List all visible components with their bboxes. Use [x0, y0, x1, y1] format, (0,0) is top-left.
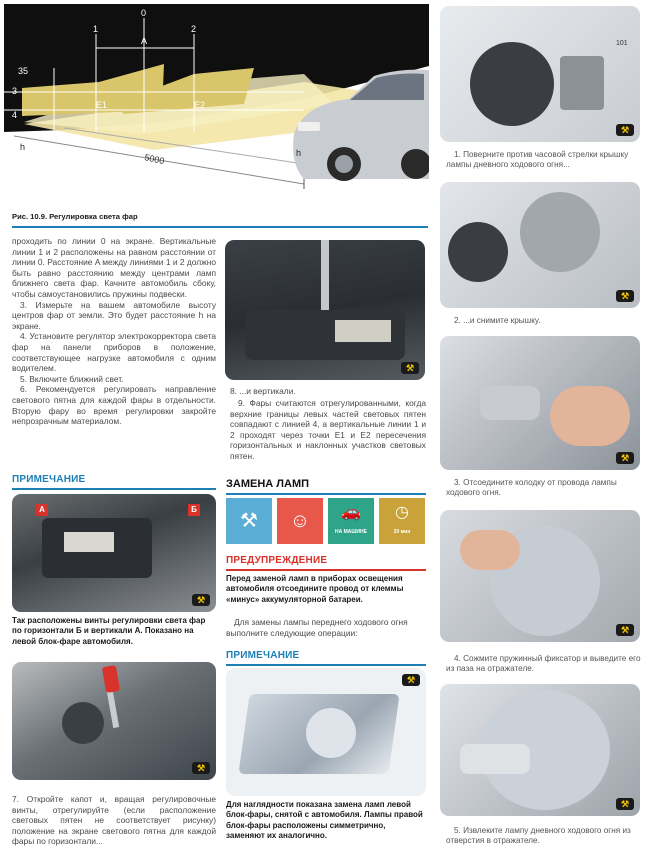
col2-note-caption: Для наглядности показана замена ламп левой блок-фары, снятой с автомобиля. Лампы правой блок-фары расположены симметрично, заменяют их аналогично.: [226, 800, 423, 841]
photo-cap: [470, 42, 554, 126]
warning-header: ПРЕДУПРЕЖДЕНИЕ: [226, 555, 328, 566]
photo-step5: [440, 684, 640, 816]
photo-step3: [440, 336, 640, 470]
photo-bulb: [480, 386, 540, 420]
photo-sticker: [64, 532, 114, 552]
col1-paragraph: 4. Установите регулятор электрокорректора света фар на панели приборов в положение, соответствующее нагрузке автомобиля с одним водителем.: [12, 331, 216, 374]
col3-step2: 2. ...и снимите крышку.: [454, 316, 541, 325]
col1-note-rule: [12, 488, 216, 490]
screw-a-marker: А: [36, 504, 48, 516]
wrench-icon: ⚒: [401, 362, 419, 374]
col1-paragraph: 3. Измерьте на вашем автомобиле высоту центров фар от земли. Это будет расстояние h на экране.: [12, 299, 216, 331]
photo-vertical-screw: [225, 240, 425, 380]
col2-intro: Для замены лампы переднего ходового огня выполните следующие операции:: [226, 617, 408, 638]
photo-reflector: [306, 708, 356, 758]
warning-rule: [226, 569, 426, 571]
wrench-icon: ⚒: [616, 798, 634, 810]
photo-text: 101: [616, 40, 628, 47]
label-e1: E1: [96, 100, 108, 110]
wrench-icon: ⚒: [616, 452, 634, 464]
diagram-svg: [4, 4, 429, 200]
photo-handle: [102, 665, 120, 693]
col1-step7: 7. Откройте капот и, вращая регулировочные винты, отрегулируйте (если расположение световых пятен не соответствует рисунку) положение на экране светового пятна для каждой фары по горизонтали...: [12, 794, 216, 847]
col3-step1: 1. Поверните против часовой стрелки крышку лампы дневного ходового огня...: [446, 150, 629, 169]
section-rule: [226, 493, 426, 495]
car-icon: [328, 498, 374, 544]
col2-step9: 9. Фары считаются отрегулированными, когда верхние границы левых частей световых пятен совпадают с линией 4, а вертикальные линии 1 и 2 проходят через точки E1 и E2 пересечения горизонтальных и наклонных участков световых пятен.: [230, 398, 426, 461]
wrench-icon: ⚒: [192, 762, 210, 774]
photo-screwdriver: [321, 240, 329, 320]
col1-text: [12, 236, 216, 427]
wrench-icon: ⚒: [616, 290, 634, 302]
wrench-icon: ⚒: [192, 594, 210, 606]
label-zero: 0: [141, 8, 147, 18]
label-e2: E2: [194, 100, 206, 110]
label-two: 2: [191, 24, 197, 34]
figure-rule: [12, 226, 428, 228]
photo-fingers: [460, 530, 520, 570]
label-four: 4: [12, 110, 18, 120]
wrench-icon: ⚒: [616, 124, 634, 136]
col1-photo-caption: Так расположены винты регулировки света фар по горизонтали Б и вертикали А. Показано на левой блок-фаре автомобиля.: [12, 616, 206, 646]
col2-note-header: ПРИМЕЧАНИЕ: [226, 650, 300, 661]
photo-headlight-unit: [226, 668, 426, 796]
label-one: 1: [93, 24, 99, 34]
photo-cap: [448, 222, 508, 282]
col1-paragraph: проходить по линии 0 на экране. Вертикальные линии 1 и 2 расположены на равном расстоянии от линии 0. Расстояние A между линиями 1 и 2 должно быть равно расстоянию между центрами ламп ближнего света фар. Качните автомобиль сбоку, чтобы самоустановились пружины подвески.: [12, 236, 216, 299]
photo-connector: [560, 56, 604, 110]
label-three: 3: [12, 86, 18, 96]
photo-step4: [440, 510, 640, 642]
screw-b-marker: Б: [188, 504, 200, 516]
car-glyph: 🚗: [341, 504, 361, 521]
tools-icon: ⚒: [226, 498, 272, 544]
label-h-right: h: [296, 148, 302, 158]
clock-icon-label: 20 мин: [393, 529, 411, 535]
photo-step2: [440, 182, 640, 308]
label-h-left: h: [20, 142, 26, 152]
wrench-icon: ⚒: [402, 674, 420, 686]
col3-step5: 5. Извлеките лампу дневного ходового огня из отверстия в отражателе.: [446, 826, 631, 845]
col1-paragraph: 6. Рекомендуется регулировать направление светового пятна для каждой фары в отдельности. Вторую фару во время регулировки закройте непрозрачным материалом.: [12, 384, 216, 427]
clock-glyph: ◷: [395, 504, 409, 521]
photo-bulb: [460, 744, 530, 774]
label-35: 35: [18, 66, 29, 76]
col1-note-header: ПРИМЕЧАНИЕ: [12, 474, 86, 485]
photo-headlight-screws: [12, 494, 216, 612]
label-distance: 5000: [143, 152, 166, 167]
car-icon-label: НА МАШИНЕ: [335, 529, 367, 535]
headlight-diagram: [4, 4, 429, 200]
section-title: ЗАМЕНА ЛАМП: [226, 478, 310, 490]
col2-step8: 8. ...и вертикали.: [230, 386, 296, 396]
figure-caption: Рис. 10.9. Регулировка света фар: [12, 212, 138, 221]
photo-socket: [520, 192, 600, 272]
person-icon: ☺: [277, 498, 323, 544]
label-a: A: [141, 36, 148, 46]
photo-cap: [62, 702, 104, 744]
photo-fingers: [550, 386, 630, 446]
info-icons: [226, 498, 426, 544]
wrench-icon: ⚒: [616, 624, 634, 636]
col3-step4: 4. Сожмите пружинный фиксатор и выведите его из паза на отражателе.: [446, 654, 641, 673]
photo-adjusting-screw: [12, 662, 216, 780]
col1-paragraph: 5. Включите ближний свет.: [20, 373, 124, 384]
photo-step1: [440, 6, 640, 142]
col2-note-rule: [226, 664, 426, 666]
col3-step3: 3. Отсоедините колодку от провода лампы ходового огня.: [446, 478, 617, 497]
warning-text: Перед заменой ламп в приборах освещения автомобиля отсоедините провод от клеммы «минус» аккумуляторной батареи.: [226, 574, 404, 604]
photo-sticker: [335, 320, 391, 342]
clock-icon: [379, 498, 425, 544]
